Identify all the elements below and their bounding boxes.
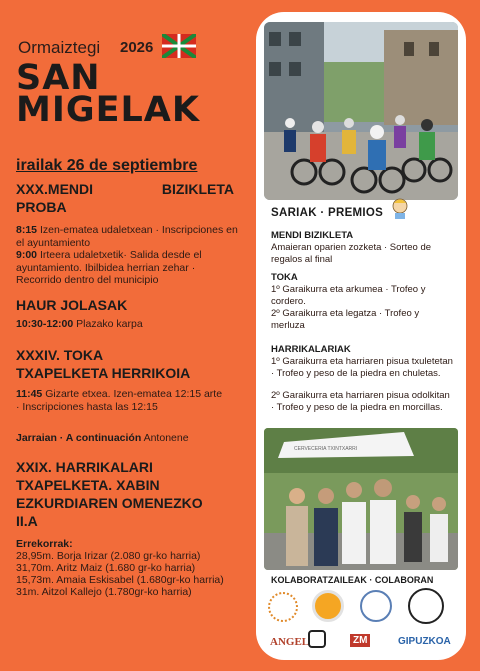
record-item: 28,95m. Borja Irizar (2.080 gr-ko harria) [16,550,201,562]
event3-desc: Gizarte etxea. Izen-ematea 12:15 arte · Inscripciones hasta las 12:15 [16,388,223,413]
records-label: Errekorrak: [16,538,73,550]
photo-sign-text: CERVECERIA TXINTXARRI [294,446,358,452]
event1-title-right: BIZIKLETA [161,181,234,197]
event2-time: 10:30-12:00 [16,318,74,330]
group-photo [264,428,458,570]
sponsor-logo-txirrindulari [408,588,444,624]
event2-schedule [16,318,143,331]
event-date: irailak 26 de septiembre [16,157,198,174]
prize-mendi-title: MENDI BIZIKLETA [271,230,354,241]
town-name: Ormaiztegi [18,38,101,57]
event5-title [16,458,203,530]
record-item: 15,73m. Amaia Eskisabel (1.680gr-ko harria) [16,574,224,586]
page-title [16,58,200,130]
record-item: 31m. Aitzol Kallejo (1.780gr-ko harria) [16,586,192,598]
sponsors-title: KOLABORATZAILEAK · COLABORAN [271,575,434,585]
event3-schedule [16,388,226,413]
ikurrina-flag-icon [162,34,196,58]
event1-title-left: XXX.MENDI [16,181,94,197]
sponsor-logo-goa [312,590,344,622]
event1-desc1: Izen-ematea udaletxean · Inscripciones en el ayuntamiento [16,224,238,249]
event4 [16,432,189,445]
event1-time2: 9:00 [16,249,38,261]
sponsor-zm: ZM [350,634,370,647]
event4-label: Jarraian · A continuación [16,432,142,444]
event2-title: HAUR JOLASAK [16,297,128,313]
sponsor-angel: ANGEL [270,636,310,648]
event5-records [16,538,224,598]
event4-desc: Antonene [143,432,189,444]
prize-toka-1: 1º Garaikurra eta arkumea · Trofeo y cordero. [271,284,426,307]
event5-title-line1: XXIX. HARRIKALARI [16,459,153,475]
year: 2026 [120,39,154,56]
event5-title-line2: TXAPELKETA. XABIN [16,477,160,493]
prize-toka-title: TOKA [271,272,298,283]
event1-desc2: Irteera udaletxetik· Salida desde el ayuntamiento. Ibilbidea herrian zehar · Recorrido dentro del municipio [16,249,202,286]
prize-harri-2: 2º Garaikurra eta harriaren pisua odolkitan · Trofeo y peso de la piedra en morcillas. [271,390,450,413]
event5-title-line4: II.A [16,513,38,529]
prize-harri-title: HARRIKALARIAK [271,344,351,355]
event1-title [16,180,234,216]
sponsor-logo-circle [360,590,392,622]
event3-title-line1: XXXIV. TOKA [16,347,104,363]
prize-mendi-text: Amaieran oparien zozketa · Sorteo de regalos al final [271,242,432,265]
event1-schedule [16,224,240,287]
event3-time: 11:45 [16,388,43,400]
record-item: 31,70m. Aritz Maiz (1.680 gr-ko harria) [16,562,196,574]
prize-harri-1: 1º Garaikurra eta harriaren pisua txuletetan · Trofeo y peso de la piedra en chuletas. [271,356,453,379]
event3-title-line2: TXAPELKETA HERRIKOIA [16,365,191,381]
event3-title [16,346,190,382]
prizes-card [256,12,466,660]
sponsor-camera-icon [308,630,326,648]
prizes-title: SARIAK · PREMIOS [271,207,384,219]
cyclists-photo [264,22,458,200]
title-line-1: SAN [16,58,101,98]
sponsor-logo-ormaiztegi [268,592,298,622]
title-line-2: MIGELAK [16,90,200,130]
sponsor-gipuzkoa: GIPUZKOA [398,636,451,647]
event1-title-line2: PROBA [16,199,67,215]
event5-title-line3: EZKURDIAREN OMENEZKO [16,495,203,511]
prize-toka-2: 2º Garaikurra eta legatza · Trofeo y merluza [271,308,420,331]
event2-desc: Plazako karpa [76,318,143,330]
trophy-icon [390,198,410,220]
event1-time1: 8:15 [16,224,38,236]
